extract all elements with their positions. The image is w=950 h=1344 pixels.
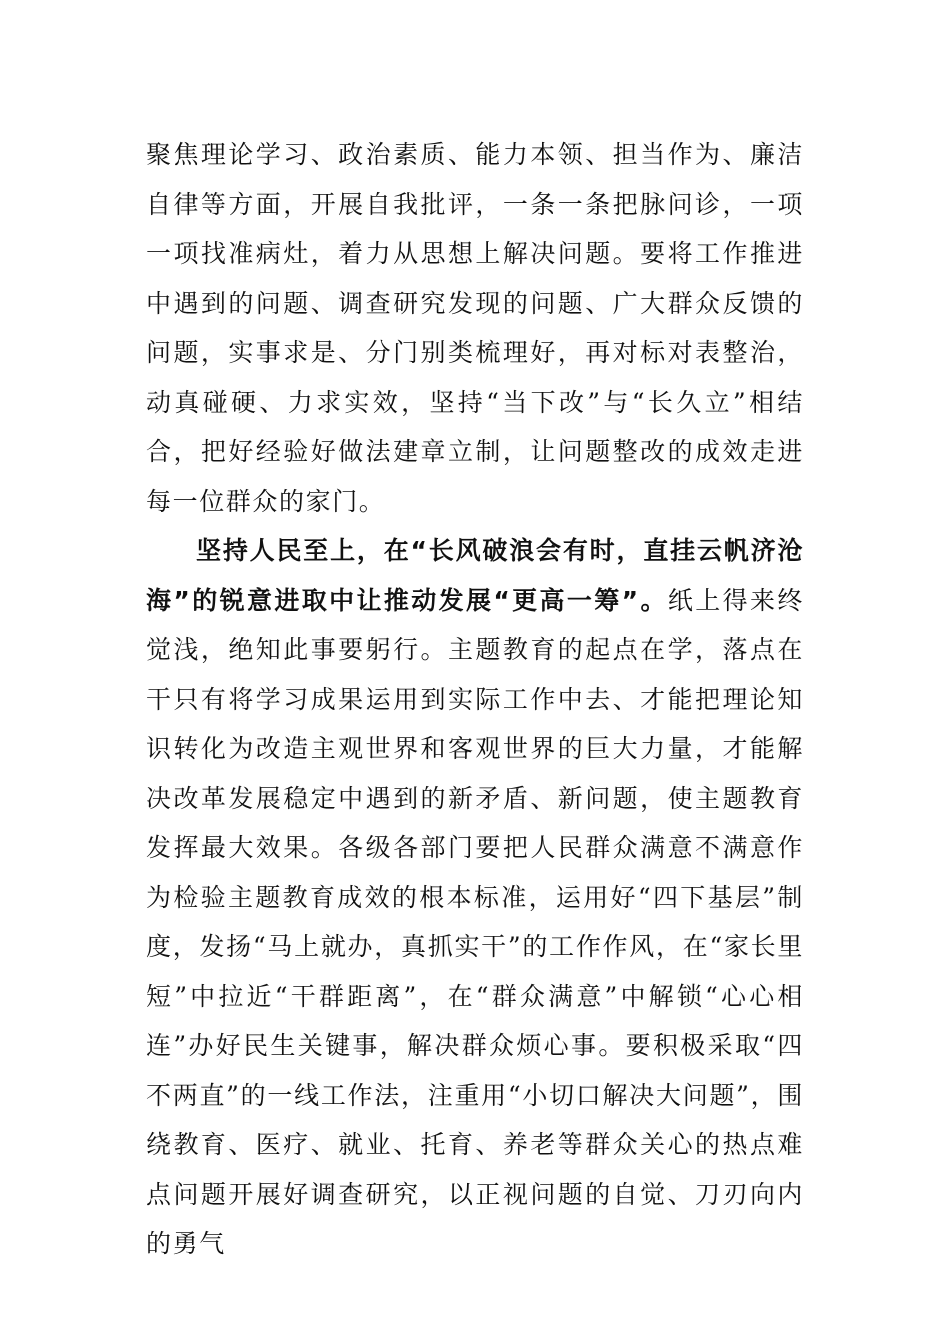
document-body — [146, 130, 804, 1269]
paragraph-2-lead-sentence: 坚持人民至上，在“长风破浪会有时，直挂云帆济沧海”的锐意进取中让推动发展“更高一筹”。 — [146, 536, 804, 615]
paragraph-1-text: 聚焦理论学习、政治素质、能力本领、担当作为、廉洁自律等方面，开展自我批评，一条一条把脉问诊，一项一项找准病灶，着力从思想上解决问题。要将工作推进中遇到的问题、调查研究发现的问题、广大群众反馈的问题，实事求是、分门别类梳理好，再对标对表整治，动真碰硬、力求实效，坚持“当下改”与“长久立”相结合，把好经验好做法建章立制，让问题整改的成效走进每一位群众的家门。 — [146, 140, 804, 516]
paragraph-2 — [146, 526, 804, 1269]
paragraph-2-text: 纸上得来终觉浅，绝知此事要躬行。主题教育的起点在学，落点在干只有将学习成果运用到实际工作中去、才能把理论知识转化为改造主观世界和客观世界的巨大力量，才能解决改革发展稳定中遇到的新矛盾、新问题，使主题教育发挥最大效果。各级各部门要把人民群众满意不满意作为检验主题教育成效的根本标准，运用好“四下基层”制度，发扬“马上就办，真抓实干”的工作作风，在“家长里短”中拉近“干群距离”，在“群众满意”中解锁“心心相连”办好民生关键事，解决群众烦心事。要积极采取“四不两直”的一线工作法，注重用“小切口解决大问题”，围绕教育、医疗、就业、托育、养老等群众关心的热点难点问题开展好调查研究，以正视问题的自觉、刀刃向内的勇气 — [146, 585, 804, 1258]
paragraph-1 — [146, 130, 804, 526]
